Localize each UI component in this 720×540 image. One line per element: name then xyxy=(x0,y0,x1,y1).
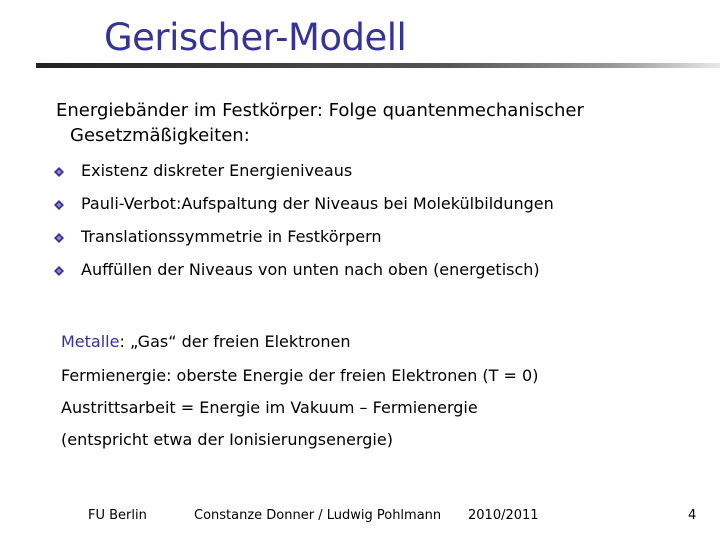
slide-title: Gerischer-Modell xyxy=(104,16,407,59)
metals-description: : „Gas“ der freien Elektronen xyxy=(119,332,351,351)
footer-authors: Constanze Donner / Ludwig Pohlmann xyxy=(194,508,442,523)
diamond-bullet-icon xyxy=(54,200,64,210)
intro-text: Energiebänder im Festkörper: Folge quantenmechanischer Gesetzmäßigkeiten: xyxy=(56,100,584,146)
diamond-bullet-icon xyxy=(54,266,64,276)
bullet-text: Existenz diskreter Energieniveaus xyxy=(81,161,353,180)
title-underline xyxy=(36,63,720,68)
bullet-text: Pauli-Verbot:Aufspaltung der Niveaus bei Molekülbildungen xyxy=(81,194,554,213)
metals-line xyxy=(61,332,351,351)
diamond-bullet-icon xyxy=(54,167,64,177)
page-number: 4 xyxy=(688,508,697,523)
bullet-text: Auffüllen der Niveaus von unten nach oben (energetisch) xyxy=(81,260,540,279)
fermi-energy-line: Fermienergie: oberste Energie der freien Elektronen (T = 0) xyxy=(61,366,539,385)
diamond-bullet-icon xyxy=(54,233,64,243)
metals-term: Metalle xyxy=(61,332,120,351)
footer-institution: FU Berlin xyxy=(88,508,147,523)
ionization-note-line: (entspricht etwa der Ionisierungsenergie) xyxy=(61,430,393,449)
bullet-text: Translationssymmetrie in Festkörpern xyxy=(81,227,382,246)
work-function-line: Austrittsarbeit = Energie im Vakuum – Fermienergie xyxy=(61,398,478,417)
footer-term: 2010/2011 xyxy=(468,508,539,523)
